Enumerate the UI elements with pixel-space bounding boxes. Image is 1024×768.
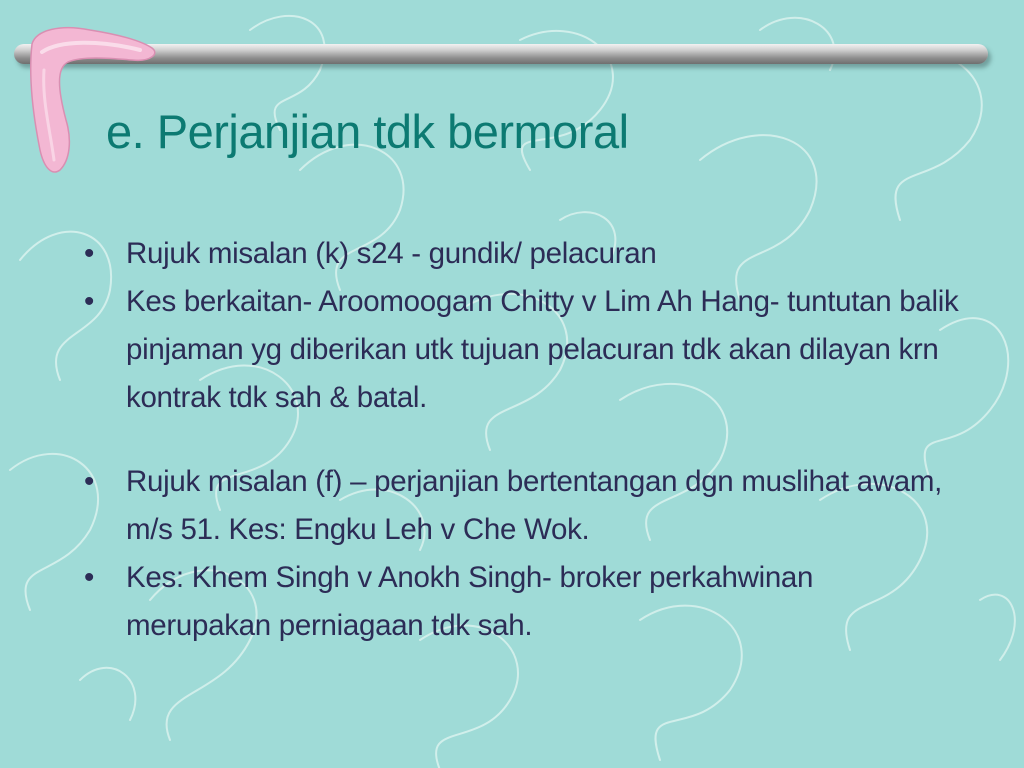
bullet-text: Kes berkaitan- Aroomoogam Chitty v Lim Ah Hang- tuntutan balik pinjaman yg diberikan utk tujuan pelacuran tdk akan dilayan krn kontrak tdk sah & batal. — [126, 285, 959, 414]
bullet-dot: • — [84, 465, 95, 498]
boomerang-icon — [0, 0, 180, 200]
bullet-dot: • — [84, 561, 95, 594]
slide-title: e. Perjanjian tdk bermoral — [106, 105, 629, 158]
bullet-dot: • — [84, 285, 95, 318]
bullet-list — [84, 230, 964, 650]
bullet-dot: • — [84, 237, 95, 270]
bullet-item — [84, 554, 964, 650]
bullet-text: Kes: Khem Singh v Anokh Singh- broker perkahwinan merupakan perniagaan tdk sah. — [126, 561, 814, 642]
bullet-item — [84, 278, 964, 422]
bullet-item — [84, 230, 964, 278]
bullet-item — [84, 458, 964, 554]
bullet-text: Rujuk misalan (f) – perjanjian bertentangan dgn muslihat awam, m/s 51. Kes: Engku Leh v Che Wok. — [126, 465, 943, 546]
bullet-text: Rujuk misalan (k) s24 - gundik/ pelacuran — [126, 237, 657, 270]
